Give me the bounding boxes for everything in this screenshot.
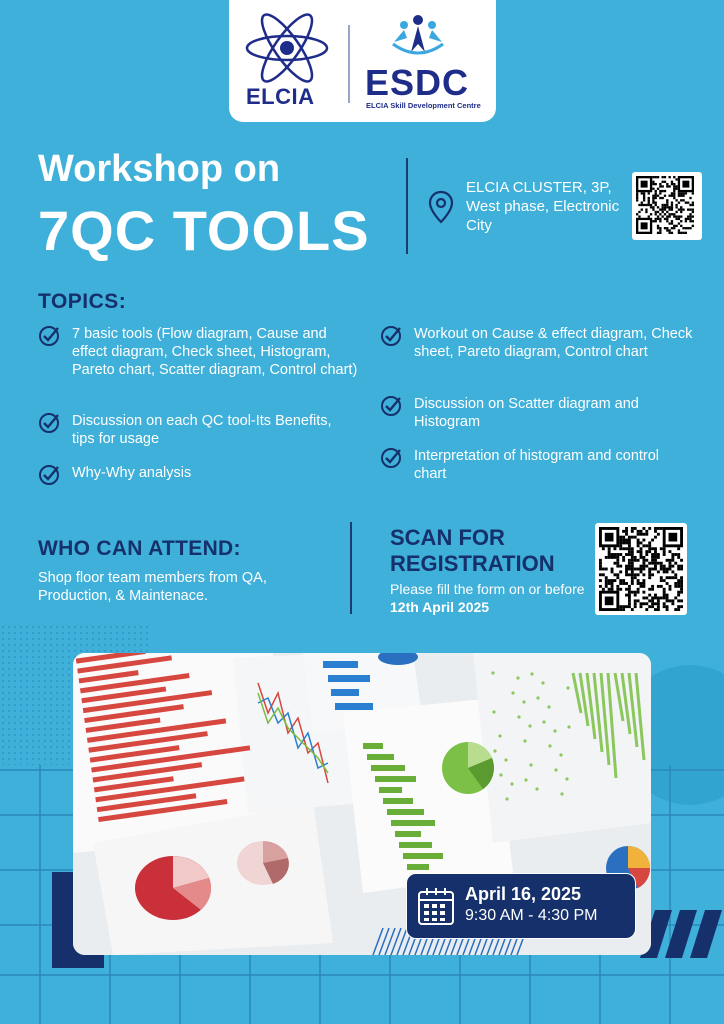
topic-item (380, 325, 700, 361)
location-text: ELCIA CLUSTER, 3P, West phase, Electronic City (466, 179, 620, 234)
esdc-logo-text: ESDC (365, 62, 470, 103)
topic-item (38, 464, 338, 486)
check-circle-icon (38, 325, 60, 347)
registration-heading: SCAN FOR REGISTRATION (390, 525, 555, 576)
title-line1: Workshop on (38, 148, 281, 190)
logo-divider (348, 25, 350, 103)
topic-text: Why-Why analysis (72, 465, 192, 481)
topic-text: Discussion on Scatter diagram and Histogram (414, 396, 639, 430)
topic-text: Discussion on each QC tool-Its Benefits, tips for usage (72, 413, 332, 447)
topic-text: Workout on Cause & effect diagram, Check sheet, Pareto diagram, Control chart (414, 326, 693, 360)
topic-item (38, 412, 338, 448)
esdc-subtitle: ELCIA Skill Development Centre (366, 101, 481, 110)
check-circle-icon (380, 395, 402, 417)
calendar-icon (417, 886, 455, 926)
esdc-people-icon (389, 12, 447, 58)
registration-text-prefix: Please fill the form on or before (390, 581, 585, 597)
topics-heading: TOPICS: (38, 290, 127, 313)
qr-code-icon (632, 172, 702, 240)
check-circle-icon (38, 464, 60, 486)
topic-text: Interpretation of histogram and control chart (414, 448, 660, 482)
event-time: 9:30 AM - 4:30 PM (465, 907, 598, 924)
who-can-attend-heading: WHO CAN ATTEND: (38, 537, 241, 560)
registration-deadline: 12th April 2025 (390, 599, 490, 615)
check-circle-icon (380, 325, 402, 347)
location-pin-icon (428, 190, 454, 224)
topic-item (380, 395, 700, 431)
event-date: April 16, 2025 (465, 884, 582, 904)
registration-text (390, 580, 590, 616)
topic-text: 7 basic tools (Flow diagram, Cause and effect diagram, Check sheet, Histogram, Pareto chart, Scatter diagram, Control chart) (72, 326, 358, 378)
check-circle-icon (38, 412, 60, 434)
topic-item (380, 447, 680, 483)
elcia-atom-icon (243, 12, 331, 84)
who-can-attend-text: Shop floor team members from QA, Production, & Maintenace. (38, 570, 267, 604)
event-date-box (406, 873, 636, 939)
title-line2: 7QC TOOLS (38, 199, 370, 262)
qr-code-icon (595, 523, 687, 615)
title-divider (406, 158, 408, 254)
location-qr-code[interactable] (632, 172, 702, 240)
topic-item (38, 325, 363, 379)
section-divider (350, 522, 352, 614)
logo-card (229, 0, 496, 122)
elcia-logo-text: ELCIA (246, 84, 315, 109)
check-circle-icon (380, 447, 402, 469)
registration-qr-code[interactable] (595, 523, 687, 615)
